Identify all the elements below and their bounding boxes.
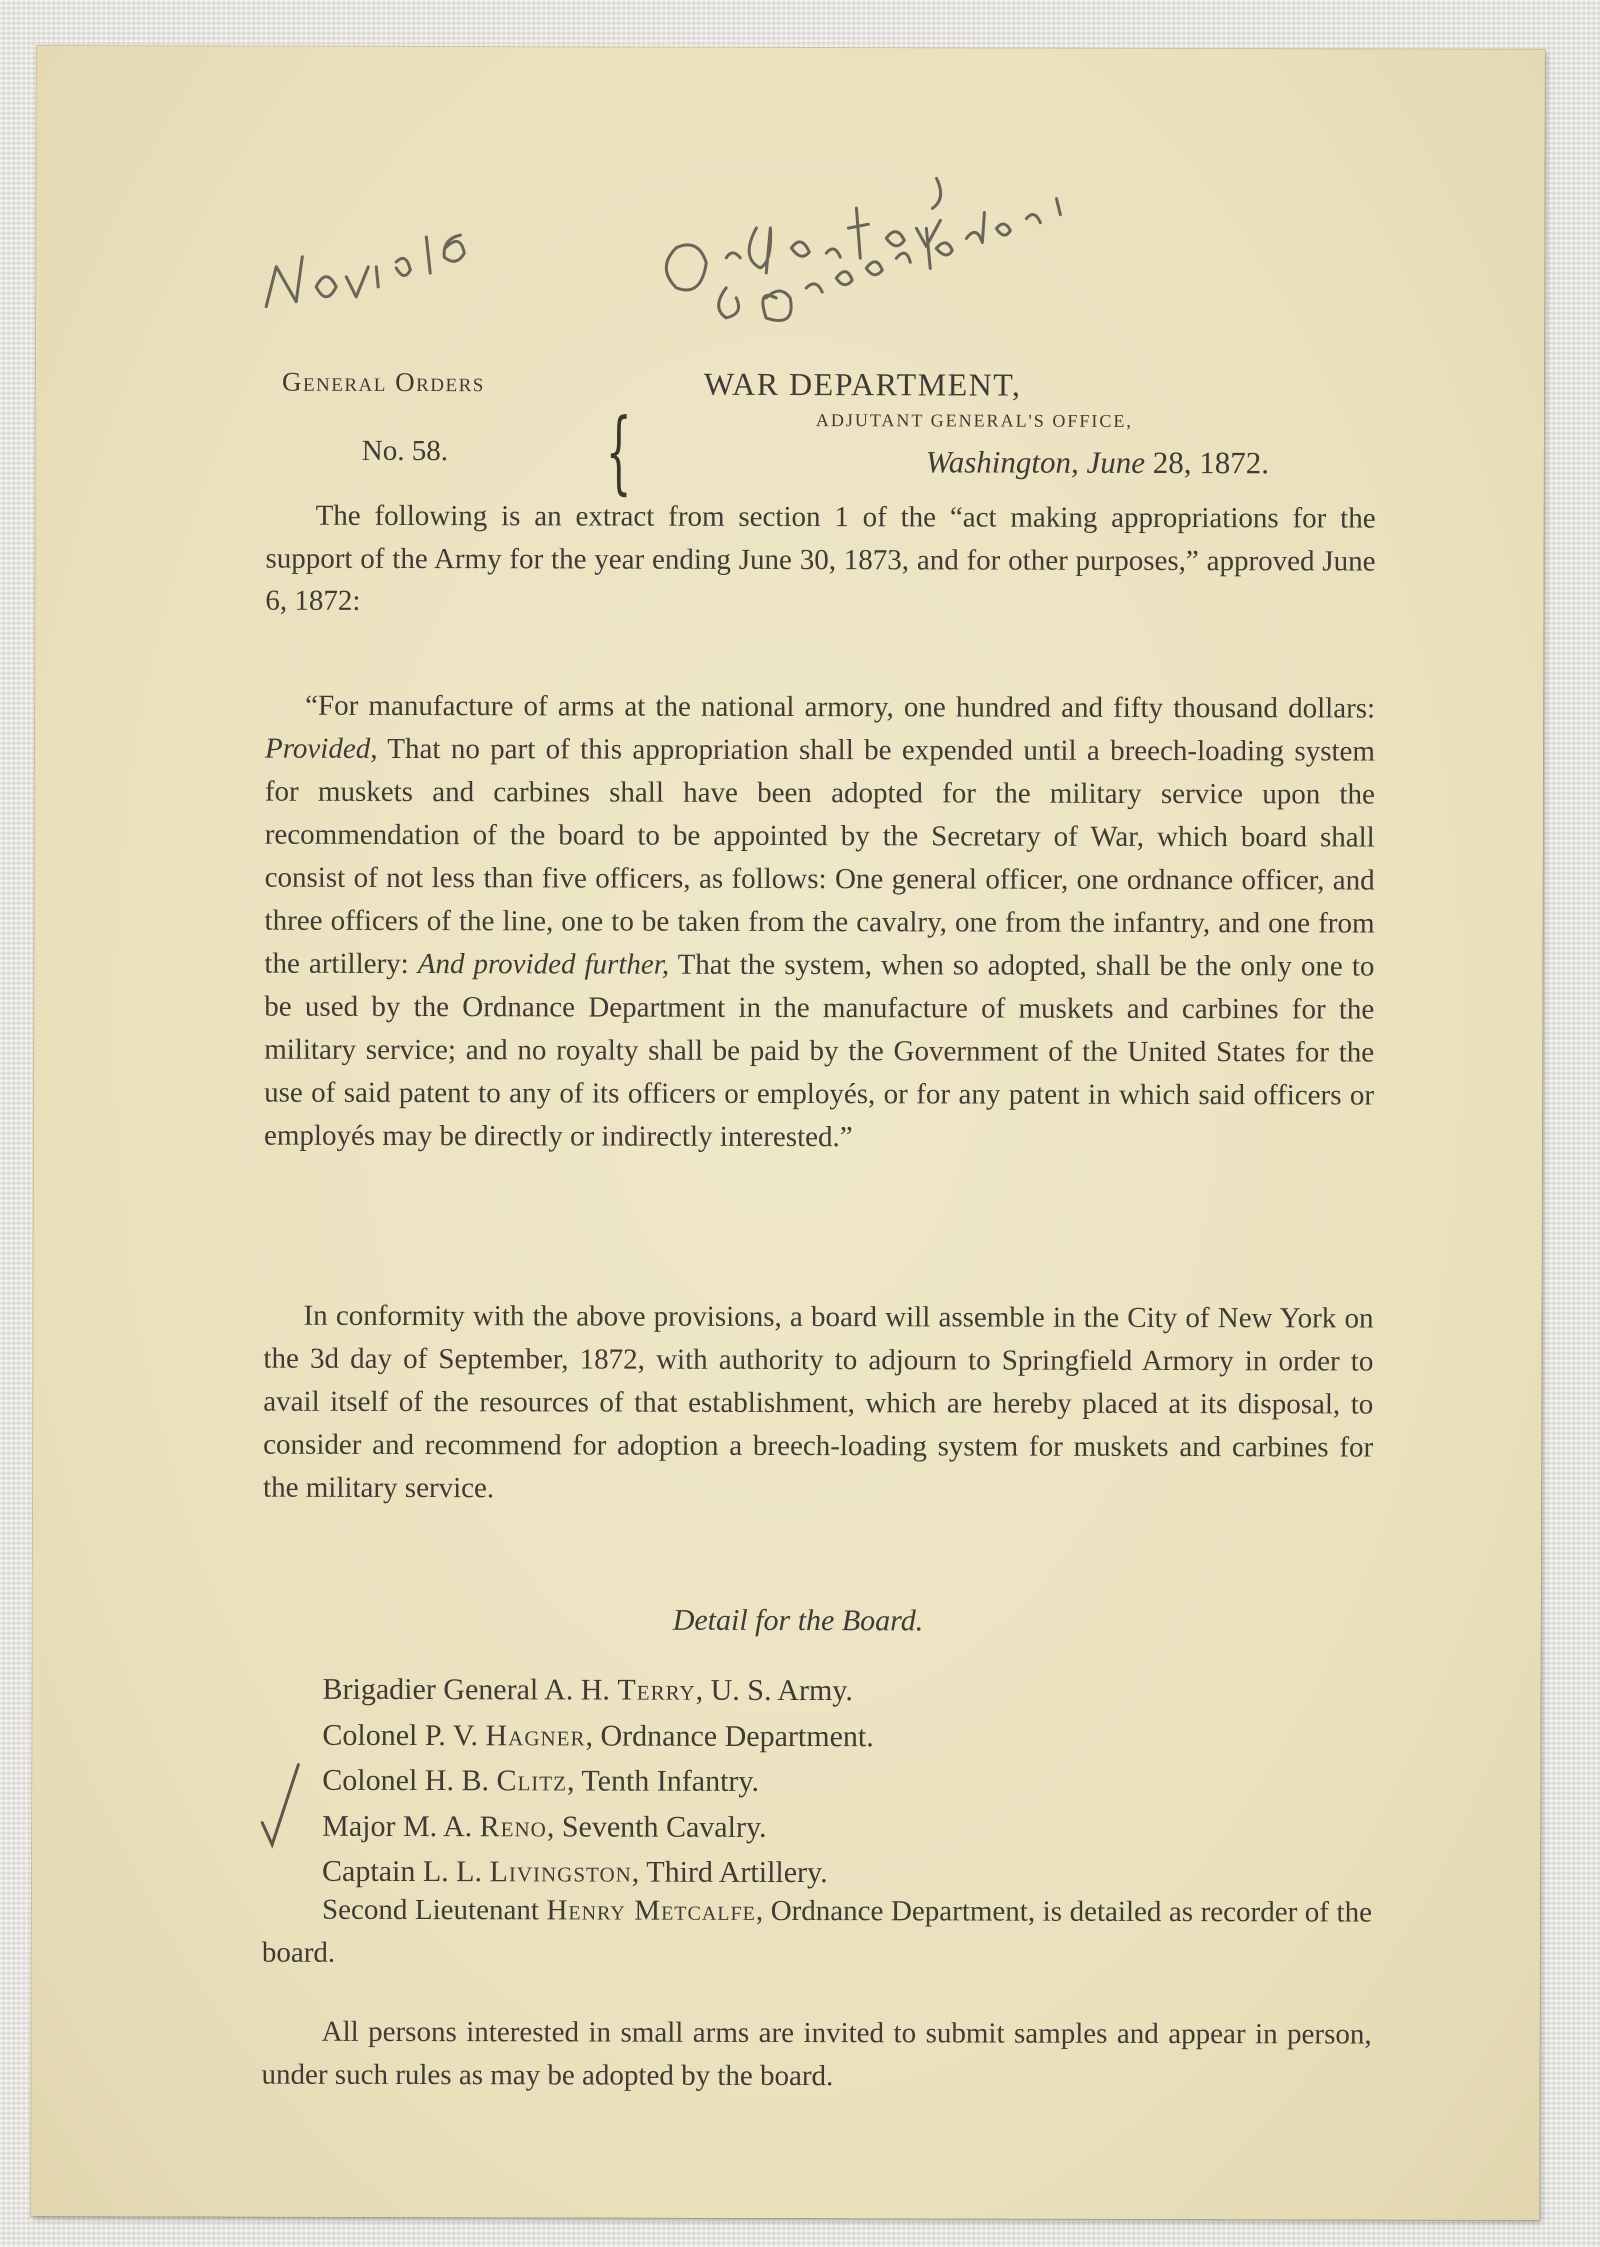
intro-paragraph: The following is an extract from section 1 of the “act making appropriations for the support of the Army for the year ending June 30, 1873, and for other purposes,” approved June 6, 1872:: [265, 499, 1376, 617]
roster-unit: , Third Artillery.: [631, 1855, 828, 1890]
roster-rank: Colonel H. B.: [322, 1763, 497, 1798]
roster-name: Clitz: [496, 1764, 568, 1798]
roster-entry: [322, 1758, 873, 1805]
roster-name: Hagner: [485, 1718, 586, 1752]
general-orders-title: General Orders: [281, 366, 485, 398]
closing-paragraph: All persons interested in small arms are invited to submit samples and appear in person, under such rules as may be adopted by the board.: [261, 2015, 1372, 2093]
orders-number: No. 58.: [361, 434, 449, 468]
date-day: 28, 1872.: [1152, 444, 1270, 481]
roster-unit: , Tenth Infantry.: [566, 1764, 760, 1798]
roster-rank: Major M. A.: [322, 1809, 480, 1843]
handwriting-scribble: [236, 117, 1237, 380]
roster-entry: [322, 1712, 873, 1759]
roster-unit: , Ordnance Department.: [585, 1718, 874, 1753]
document-sheet: [31, 46, 1545, 2220]
roster-unit: , U. S. Army.: [695, 1673, 853, 1708]
handwritten-annotation: [236, 117, 1237, 380]
quote-part-b: That no part of this appropriation shall be expended until a breech-loading system for muskets and carbines shall have been adopted for the military service upon the recommendation of the board to be appointed by the Secretary of War, which board shall consist of not less than five officers, as follows: One general officer, one ordnance officer, and three officers of the line, one to be taken from the cavalry, one from the infantry, and one from the artillery:: [264, 732, 1376, 981]
recorder-rank: Second Lieutenant: [321, 1893, 547, 1927]
quote-and-provided: And provided further,: [417, 948, 670, 981]
roster-name: Terry: [617, 1673, 696, 1707]
recorder-paragraph: [262, 1889, 1372, 1978]
quote-part-c: That the system, when so adopted, shall be the only one to be used by the Ordnance Department in the manufacture of muskets and carbines for the military service; and no royalty shall be paid by the Government of the United States for the use of said patent to any of its officers or employés, or for any patent in which said officers or employés may be directly or indirectly interested.”: [263, 948, 1375, 1154]
act-quotation: [264, 685, 1375, 1161]
office-subtitle: ADJUTANT GENERAL'S OFFICE,: [815, 410, 1133, 431]
place-date: [926, 444, 1269, 481]
board-roster: [322, 1667, 874, 1896]
roster-entry: [322, 1667, 873, 1714]
quote-provided: Provided,: [264, 732, 378, 765]
roster-name: Livingston: [489, 1855, 632, 1889]
roster-rank: Captain L. L.: [322, 1854, 490, 1889]
checkmark-icon: [254, 1759, 304, 1859]
brace-ornament: {: [605, 399, 632, 505]
roster-name: Reno: [479, 1809, 547, 1843]
conformity-paragraph: In conformity with the above provisions, a board will assemble in the City of New York on the 3d day of September, 1872, with authority to adjourn to Springfield Armory in order to avail itself of the resources of that establishment, which are hereby placed at its disposal, to consider and recommend for adoption a breech-loading system for muskets and carbines for the military service.: [263, 1299, 1374, 1505]
roster-unit: , Seventh Cavalry.: [546, 1809, 767, 1844]
roster-rank: Brigadier General A. H.: [322, 1672, 618, 1707]
roster-rank: Colonel P. V.: [322, 1718, 486, 1752]
recorder-name: Henry Metcalfe: [546, 1894, 756, 1927]
roster-entry: [322, 1803, 873, 1850]
department-title: WAR DEPARTMENT,: [703, 365, 1022, 403]
quote-part-a: “For manufacture of arms at the national armory, one hundred and fifty thousand dollars:: [305, 689, 1376, 725]
detail-heading: Detail for the Board.: [672, 1603, 924, 1638]
recorder-duty: , Ordnance Department, is detailed as recorder of the board.: [261, 1894, 1373, 1969]
place-date-italic: Washington, June: [925, 444, 1146, 480]
